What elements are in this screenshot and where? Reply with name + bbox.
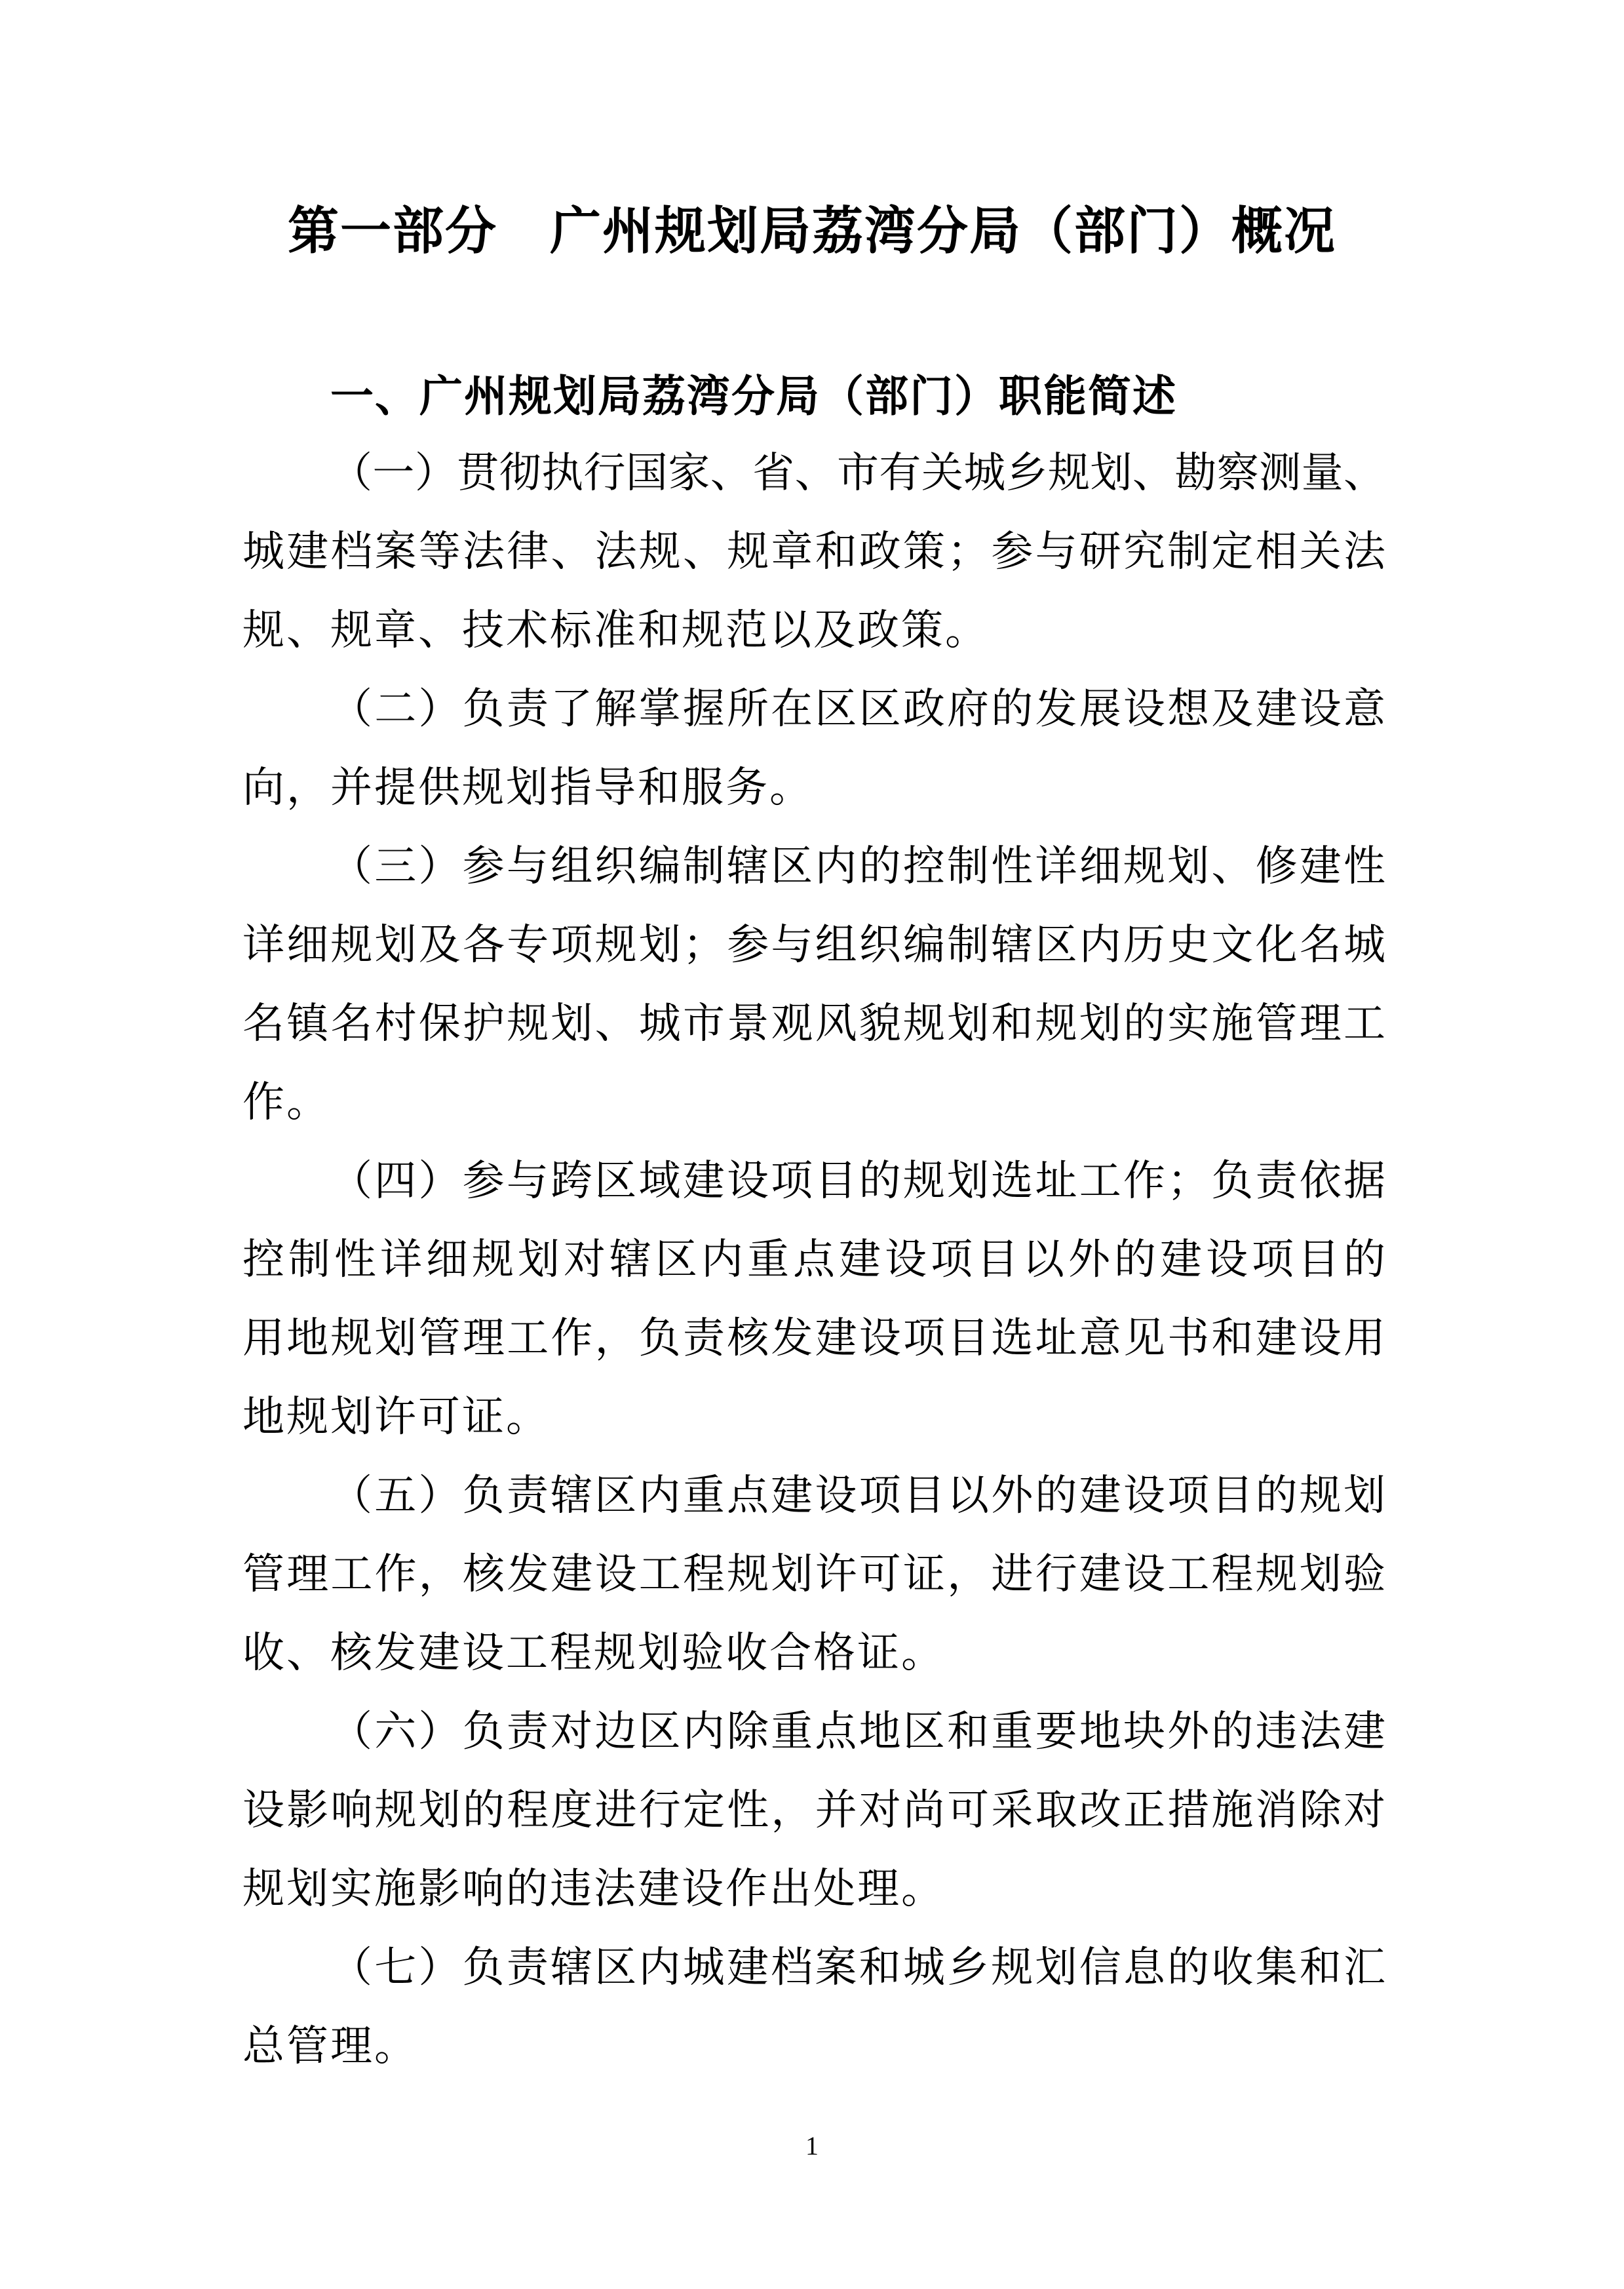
body-line: 收、核发建设工程规划验收合格证。 bbox=[242, 1630, 945, 1676]
body-line: 向，并提供规划指导和服务。 bbox=[242, 764, 813, 811]
body-line: 规、规章、技术标准和规范以及政策。 bbox=[242, 607, 989, 654]
body-line: （四）参与跨区域建设项目的规划选址工作；负责依据 bbox=[330, 1158, 1385, 1204]
body-line: 设影响规划的程度进行定性，并对尚可采取改正措施消除对 bbox=[242, 1787, 1385, 1833]
section-heading: 一、广州规划局荔湾分局（部门）职能简述 bbox=[330, 373, 1177, 421]
body-line: （六）负责对边区内除重点地区和重要地块外的违法建 bbox=[330, 1708, 1385, 1755]
body-line: （二）负责了解掌握所在区区政府的发展设想及建设意 bbox=[330, 686, 1385, 732]
body-line: 用地规划管理工作，负责核发建设项目选址意见书和建设用 bbox=[242, 1315, 1385, 1361]
body-line: （七）负责辖区内城建档案和城乡规划信息的收集和汇 bbox=[330, 1944, 1385, 1991]
body-line: 控制性详细规划对辖区内重点建设项目以外的建设项目的 bbox=[242, 1236, 1385, 1283]
body-text-block bbox=[242, 434, 1385, 2086]
body-line: 管理工作，核发建设工程规划许可证，进行建设工程规划验 bbox=[242, 1551, 1385, 1597]
document-title: 第一部分 广州规划局荔湾分局（部门）概况 bbox=[287, 203, 1336, 260]
body-line: 地规划许可证。 bbox=[242, 1394, 550, 1440]
body-line: 详细规划及各专项规划；参与组织编制辖区内历史文化名城 bbox=[242, 922, 1385, 968]
body-line: （三）参与组织编制辖区内的控制性详细规划、修建性 bbox=[330, 843, 1385, 890]
body-line: （五）负责辖区内重点建设项目以外的建设项目的规划 bbox=[330, 1472, 1385, 1519]
body-line: 总管理。 bbox=[242, 2023, 418, 2069]
body-line: 城建档案等法律、法规、规章和政策；参与研究制定相关法 bbox=[242, 528, 1385, 575]
page-number: 1 bbox=[805, 2131, 819, 2161]
body-line: （一）贯彻执行国家、省、市有关城乡规划、勘察测量、 bbox=[330, 450, 1385, 496]
body-line: 作。 bbox=[242, 1079, 330, 1125]
body-line: 规划实施影响的违法建设作出处理。 bbox=[242, 1866, 945, 1912]
body-line: 名镇名村保护规划、城市景观风貌规划和规划的实施管理工 bbox=[242, 1000, 1385, 1047]
